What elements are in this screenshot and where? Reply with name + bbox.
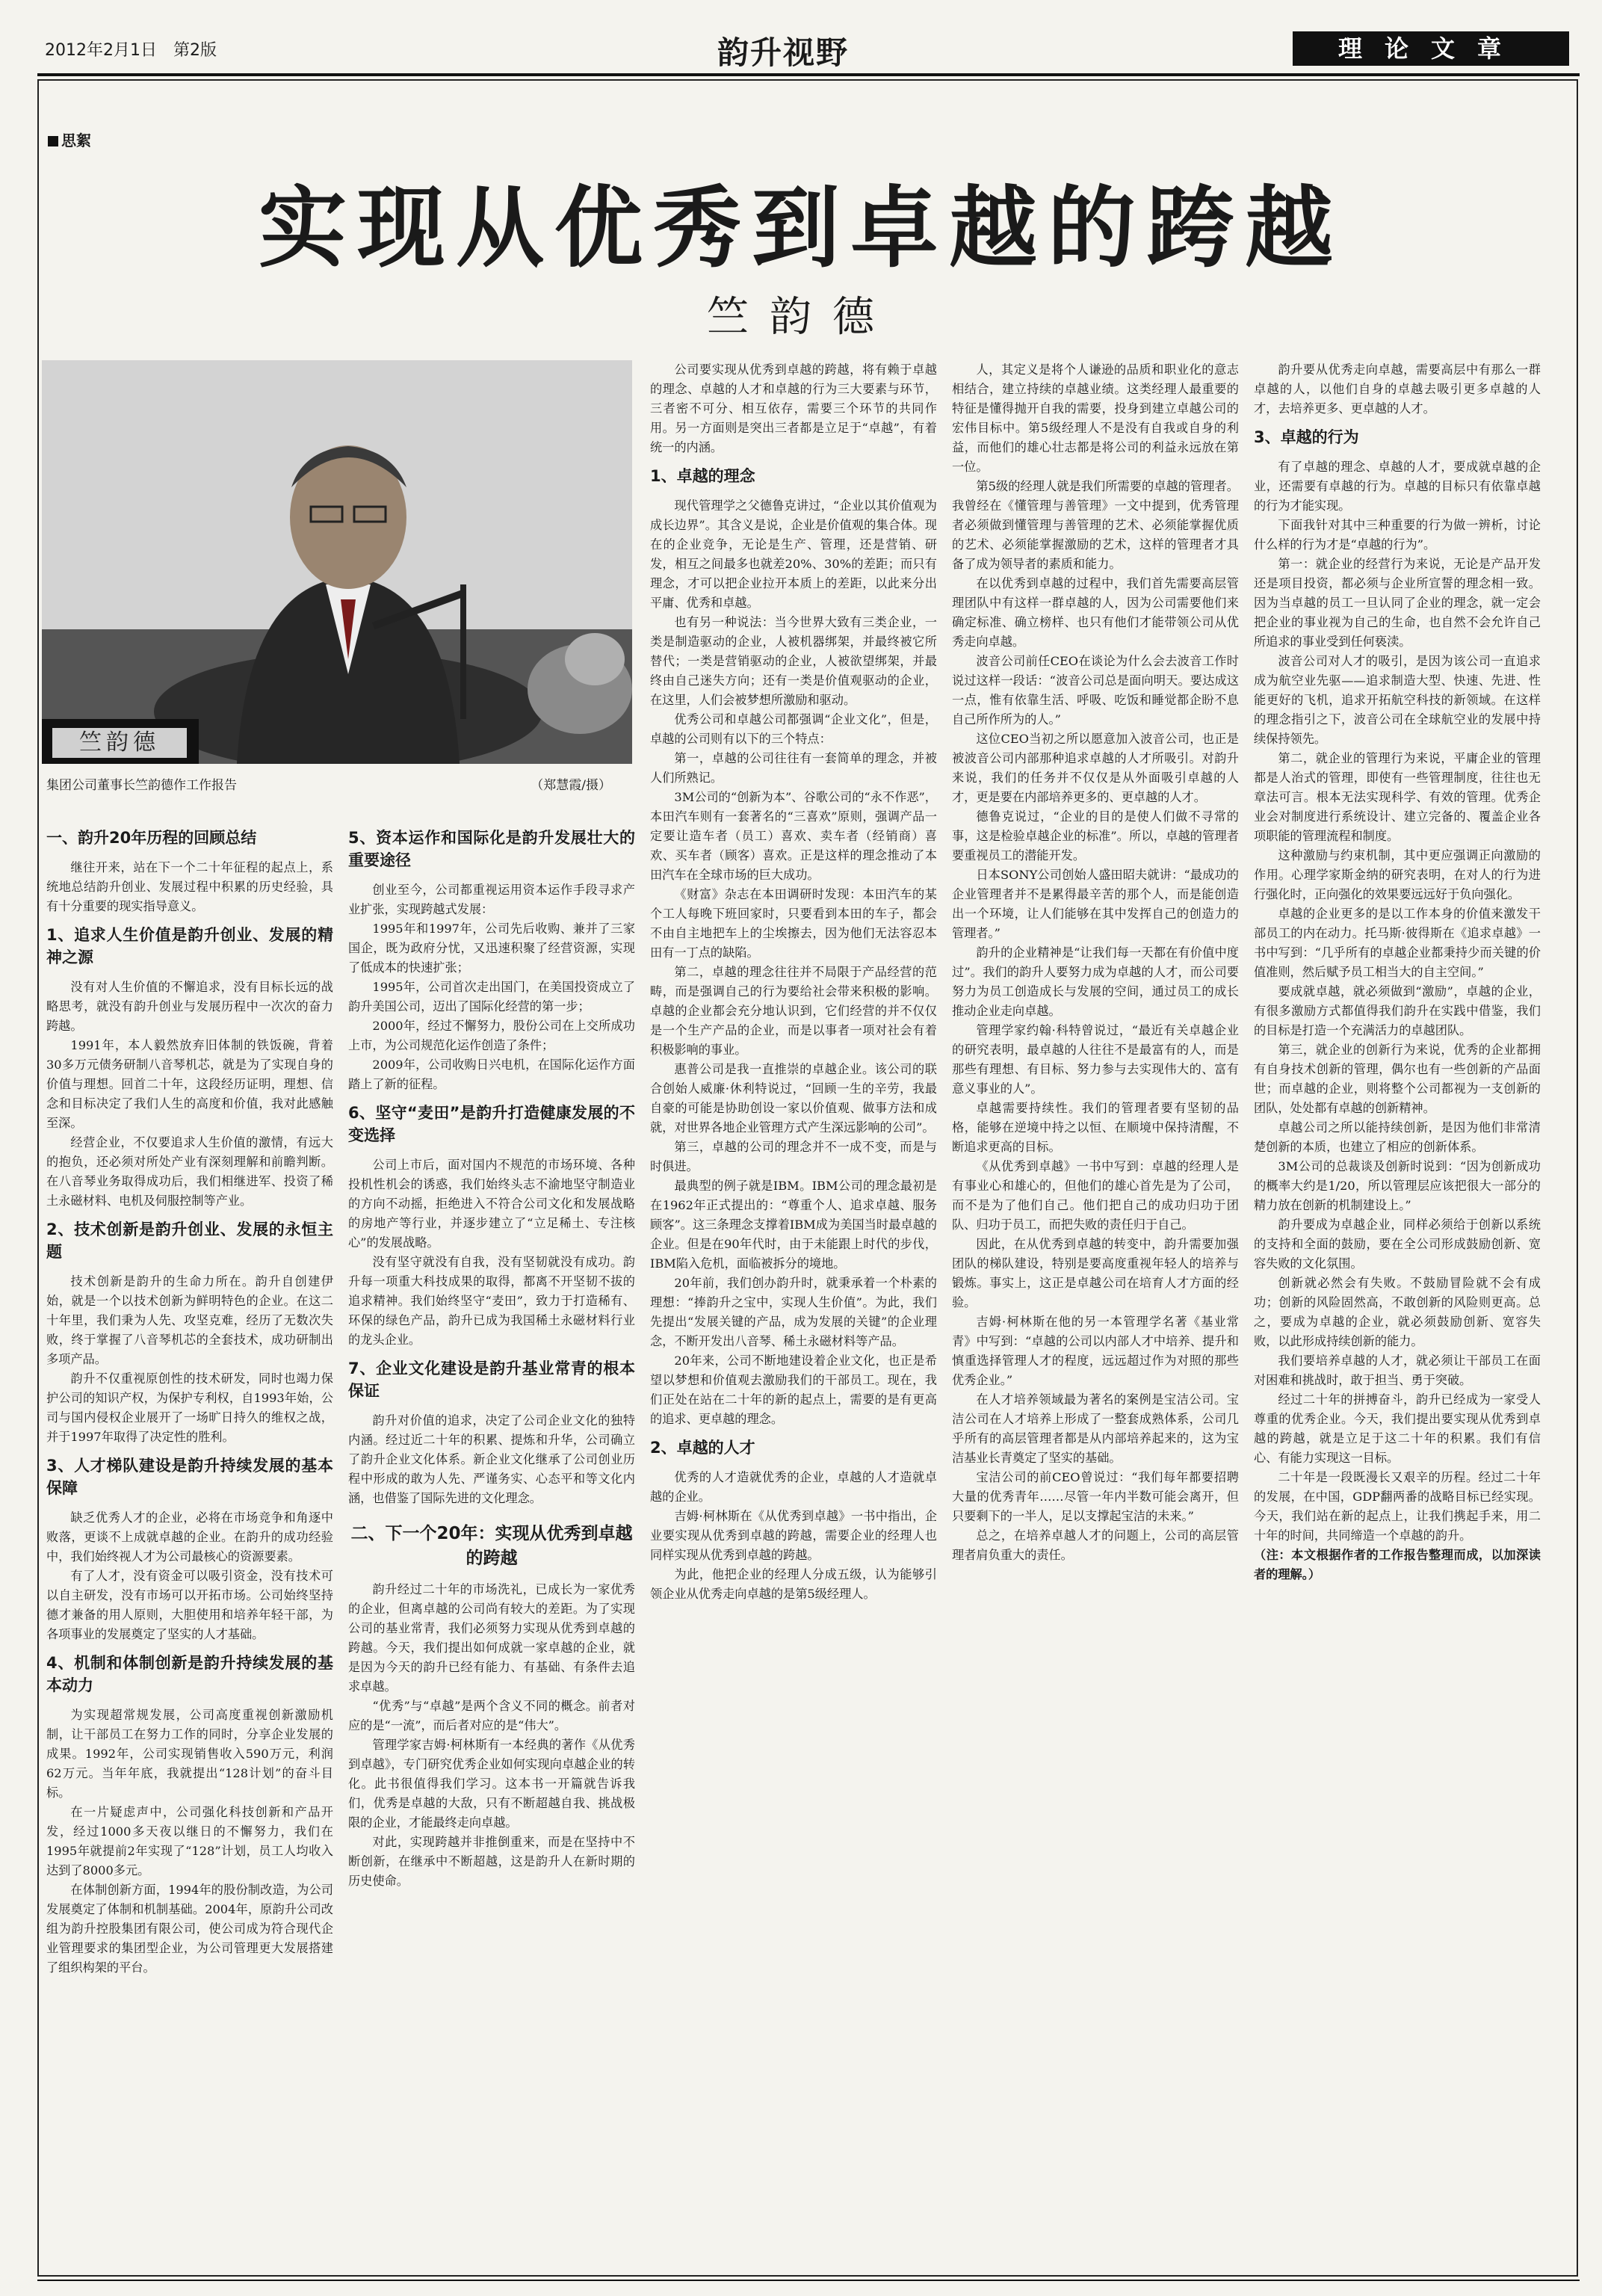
body-paragraph: 在一片疑虑声中，公司强化科技创新和产品开发，经过1000多天夜以继日的不懈努力，我们在1995年就提前2年实现了“128”计划，员工人均收入达到了8000多元。 [46, 1805, 333, 1877]
body-paragraph: 卓越需要持续性。我们的管理者要有坚韧的品格，能够在逆境中持之以恒、在顺境中保持清醒，不断追求更高的目标。 [952, 1101, 1239, 1154]
body-paragraph: 没有对人生价值的不懈追求，没有目标长远的战略思考，就没有韵升创业与发展历程中一次次的奋力跨越。 [46, 980, 333, 1033]
body-paragraph: 1991年，本人毅然放弃旧体制的铁饭碗，背着30多万元债务研制八音琴机芯，就是为了实现自身的价值与理想。回首二十年，这段经历证明，理想、信念和目标决定了我们人生的高度和价值，我对此感触至深。 [46, 1038, 333, 1130]
body-paragraph: 公司要实现从优秀到卓越的跨越，将有赖于卓越的理念、卓越的人才和卓越的行为三大要素与环节，三者密不可分、相互依存，需要三个环节的共同作用。另一方面则是突出三者都是立足于“卓越”，有着统一的内涵。 [650, 362, 937, 454]
body-paragraph: 韵升不仅重视原创性的技术研发，同时也竭力保护公司的知识产权，为保护专利权，自1993年始，公司与国内侵权企业展开了一场旷日持久的维权之战，并于1997年取得了决定性的胜利。 [46, 1371, 333, 1444]
body-paragraph: 经过二十年的拼搏奋斗，韵升已经成为一家受人尊重的优秀企业。今天，我们提出要实现从优秀到卓越的跨越，就是立足于这二十年的积累。我们有信心、有能力实现这一目标。 [1254, 1392, 1541, 1465]
body-paragraph: 总之，在培养卓越人才的问题上，公司的高层管理者肩负重大的责任。 [952, 1528, 1239, 1562]
body-paragraph: 有了卓越的理念、卓越的人才，要成就卓越的企业，还需要有卓越的行为。卓越的目标只有依靠卓越的行为才能实现。 [1254, 460, 1541, 513]
body-paragraph: 技术创新是韵升的生命力所在。韵升自创建伊始，就是一个以技术创新为鲜明特色的企业。在这二十年里，我们秉为人先、攻坚克难，经历了无数次失败，终于掌握了八音琴机芯的全套技术，成功研制出多项产品。 [46, 1274, 333, 1366]
body-paragraph: 因此，在从优秀到卓越的转变中，韵升需要加强团队的梯队建设，特别是要高度重视年轻人的培养与锻炼。事实上，这正是卓越公司在培育人才方面的经验。 [952, 1237, 1239, 1309]
body-paragraph: 也有另一种说法：当今世界大致有三类企业，一类是制造驱动的企业，人被机器绑架，并最终被它所替代；一类是营销驱动的企业，人被欲望绑架，并最终由自己迷失方向；还有一类是价值观驱动的企业，在这里，人们会被梦想所激励和驱动。 [650, 615, 937, 707]
newspaper-title: 韵升视野 [717, 34, 850, 71]
body-paragraph: “优秀”与“卓越”是两个含义不同的概念。前者对应的是“一流”，而后者对应的是“伟大”。 [348, 1699, 635, 1732]
body-paragraph: 第一：就企业的经营行为来说，无论是产品开发还是项目投资，都必须与企业所宣誓的理念相一致。因为当卓越的员工一旦认同了企业的理念，就一定会把企业的事业视为自己的生命，也自然不会允许自己所追求的事业受到任何亵渎。 [1254, 557, 1541, 649]
section-heading: 1、追求人生价值是韵升创业、发展的精神之源 [46, 926, 333, 966]
top-rule [37, 73, 1580, 76]
body-paragraph: 20年前，我们创办韵升时，就秉承着一个朴素的理想：“捧韵升之宝中，实现人生价值”。为此，我们先提出“发展关键的产品，成为发展的关键”的企业理念，不断开发出八音琴、稀土永磁材料等产品。 [650, 1276, 937, 1348]
part-heading: 二、下一个20年：实现从优秀到卓越的跨越 [350, 1524, 633, 1568]
body-paragraph: 人，其定义是将个人谦逊的品质和职业化的意志相结合，建立持续的卓越业绩。这类经理人最重要的特征是懂得抛开自我的需要，投身到建立卓越公司的宏伟目标中。第5级经理人不是没有自我或自身的利益，而他们的雄心壮志都是将公司的利益永远放在第一位。 [952, 362, 1239, 474]
body-paragraph: 波音公司前任CEO在谈论为什么会去波音工作时说过这样一段话：“波音公司总是面向明天。要达成这一点，惟有依靠生活、呼吸、吃饭和睡觉都企盼不息自己所作所为的人。” [952, 654, 1239, 726]
body-paragraph: 为此，他把企业的经理人分成五级，认为能够引领企业从优秀走向卓越的是第5级经理人。 [650, 1567, 937, 1601]
body-paragraph: 最典型的例子就是IBM。IBM公司的理念最初是在1962年正式提出的：“尊重个人、追求卓越、服务顾客”。这三条理念支撑着IBM成为美国当时最卓越的企业。但是在90年代时，由于未能跟上时代的步伐，IBM陷入危机，面临被拆分的境地。 [650, 1179, 937, 1271]
body-paragraph: 2000年，经过不懈努力，股份公司在上交所成功上市，为公司规范化运作创造了条件； [348, 1019, 635, 1052]
body-paragraph: 为实现超常规发展，公司高度重视创新激励机制，让干部员工在努力工作的同时，分享企业发展的成果。1992年，公司实现销售收入590万元，利润62万元。当年年底，我就提出“128计划”的奋斗目标。 [46, 1708, 333, 1800]
body-paragraph: 3M公司的“创新为本”、谷歌公司的“永不作恶”，本田汽车则有一套著名的“三喜欢”原则，强调产品一定要让造车者（员工）喜欢、卖车者（经销商）喜欢、买车者（顾客）喜欢。正是这样的理念推动了本田汽车在全球市场的巨大成功。 [650, 790, 937, 882]
section-heading: 2、技术创新是韵升创业、发展的永恒主题 [46, 1220, 333, 1261]
body-paragraph: 卓越的企业更多的是以工作本身的价值来激发干部员工的内在动力。托马斯·彼得斯在《追求卓越》一书中写到：“几乎所有的卓越企业都秉持少而关键的价值准则，然后赋予员工相当大的自主空间。” [1254, 907, 1541, 979]
body-paragraph: 日本SONY公司创始人盛田昭夫就讲：“最成功的企业管理者并不是累得最辛苦的那个人，而是能创造出一个环境，让人们能够在其中发挥自己的创造力的管理者。” [952, 868, 1239, 940]
section-heading: 4、机制和体制创新是韵升持续发展的基本动力 [46, 1654, 333, 1694]
body-paragraph: 韵升要成为卓越企业，同样必须给于创新以系统的支持和全面的鼓励，要在全公司形成鼓励创新、宽容失败的文化氛围。 [1254, 1218, 1541, 1271]
body-paragraph: 在人才培养领域最为著名的案例是宝洁公司。宝洁公司在人才培养上形成了一整套成熟体系，公司几乎所有的高层管理者都是从内部培养起来的，这为宝洁基业长青奠定了坚实的基础。 [952, 1392, 1239, 1465]
issue-date: 2012年2月1日 第2版 [45, 41, 217, 60]
body-paragraph: 缺乏优秀人才的企业，必将在市场竞争和角逐中败落，更谈不上成就卓越的企业。在韵升的成功经验中，我们始终视人才为公司最核心的资源要素。 [46, 1510, 333, 1564]
section-heading: 一、韵升20年历程的回顾总结 [46, 829, 257, 847]
section-heading: 6、坚守“麦田”是韵升打造健康发展的不变选择 [348, 1104, 635, 1144]
body-paragraph: 德鲁克说过，“企业的目的是使人们做不寻常的事，这是检验卓越企业的标准”。所以，卓越的管理者要重视员工的潜能开发。 [952, 809, 1239, 862]
body-paragraph: 优秀公司和卓越公司都强调“企业文化”，但是，卓越的公司则有以下的三个特点： [650, 712, 937, 746]
body-paragraph: 这位CEO当初之所以愿意加入波音公司，也正是被波音公司内部那种追求卓越的人才所吸引。对韵升来说，我们的任务并不仅仅是从外面吸引卓越的人才，更是要在内部培养更多的、更卓越的人才。 [952, 732, 1239, 804]
body-paragraph: 卓越公司之所以能持续创新，是因为他们非常清楚创新的本质，也建立了相应的创新体系。 [1254, 1120, 1541, 1154]
masthead [45, 28, 1569, 69]
article-column-2 [348, 819, 635, 1891]
section-heading: 1、卓越的理念 [650, 467, 755, 485]
byline: 竺韵德 [707, 293, 895, 342]
body-paragraph: 韵升对价值的追求，决定了公司企业文化的独特内涵。经过近二十年的积累、提炼和升华，公司确立了韵升企业文化体系。新企业文化继承了公司创业历程中形成的敢为人先、严谨务实、心态平和等文化内涵，也借鉴了国际先进的文化理念。 [348, 1413, 635, 1505]
body-paragraph: 1995年，公司首次走出国门，在美国投资成立了韵升美国公司，迈出了国际化经营的第一步； [348, 980, 635, 1013]
body-paragraph: 第二，卓越的理念往往并不局限于产品经营的范畴，而是强调自己的行为要给社会带来积极的影响。卓越的企业都会充分地认识到，它们经营的并不仅仅是一个生产产品的企业，而是以事者一项对社会有着积极影响的事业。 [650, 965, 937, 1057]
article-column-3 [650, 360, 937, 1604]
body-paragraph: 下面我针对其中三种重要的行为做一辨析，讨论什么样的行为才是“卓越的行为”。 [1254, 518, 1541, 552]
body-paragraph: 波音公司对人才的吸引，是因为该公司一直追求成为航空业先驱——追求制造大型、快速、先进、性能更好的飞机，追求开拓航空科技的新领域。在这样的理念指引之下，波音公司在全球航空业的发展中持续保持领先。 [1254, 654, 1541, 746]
column-tag: 思絮 [48, 129, 91, 150]
body-paragraph: 2009年，公司收购日兴电机，在国际化运作方面踏上了新的征程。 [348, 1058, 635, 1091]
body-paragraph: 没有坚守就没有自我，没有坚韧就没有成功。韵升每一项重大科技成果的取得，都离不开坚韧不拔的追求精神。我们始终坚守“麦田”，致力于打造稀有、环保的绿色产品，韵升已成为我国稀土永磁材料行业的龙头企业。 [348, 1255, 635, 1347]
body-paragraph: 吉姆·柯林斯在他的另一本管理学名著《基业常青》中写到：“卓越的公司以内部人才中培养、提升和慎重选择管理人才的程度，远远超过作为对照的那些优秀企业。” [952, 1315, 1239, 1387]
body-paragraph: 优秀的人才造就优秀的企业，卓越的人才造就卓越的企业。 [650, 1470, 937, 1504]
body-paragraph: 韵升的企业精神是“让我们每一天都在有价值中度过”。我们的韵升人要努力成为卓越的人才，而公司要努力为员工创造成长与发展的空间，通过员工的成长推动企业走向卓越。 [952, 945, 1239, 1018]
body-paragraph: 创新就必然会有失败。不鼓励冒险就不会有成功；创新的风险固然高，不敢创新的风险则更高。总之，要成为卓越的企业，就必须鼓励创新、宽容失败，以此形成持续创新的能力。 [1254, 1276, 1541, 1348]
body-paragraph: 20年来，公司不断地建设着企业文化，也正是希望以梦想和价值观去激励我们的干部员工。现在，我们正处在站在二十年的新的起点上，需要的是有更高的追求、更卓越的理念。 [650, 1354, 937, 1426]
body-paragraph: 第5级的经理人就是我们所需要的卓越的管理者。我曾经在《懂管理与善管理》一文中提到，优秀管理者必须做到懂管理与善管理的艺术、必须能掌握优质的艺术、必须能掌握激励的艺术，这样的管理者才具备了成为领导者的素质和能力。 [952, 479, 1239, 571]
body-paragraph: 创业至今，公司都重视运用资本运作手段寻求产业扩张，实现跨越式发展： [348, 883, 635, 916]
caption-text: 集团公司董事长竺韵德作工作报告 [46, 778, 237, 793]
article-column-1 [46, 819, 333, 1978]
name-plate: 竺韵德 [79, 729, 160, 756]
speaker-photo-illustration [42, 360, 632, 764]
body-paragraph: 韵升要从优秀走向卓越，需要高层中有那么一群卓越的人，以他们自身的卓越去吸引更多卓越的人才，去培养更多、更卓越的人才。 [1254, 362, 1541, 416]
body-paragraph: 有了人才，没有资金可以吸引资金，没有技术可以自主研发，没有市场可以开拓市场。公司始终坚持德才兼备的用人原则，大胆使用和培养年轻干部，为各项事业的发展奠定了坚实的人才基础。 [46, 1569, 333, 1641]
body-paragraph: 要成就卓越，就必须做到“激励”，卓越的企业，有很多激励方式都值得我们韵升在实践中借鉴，我们的目标是打造一个充满活力的卓越团队。 [1254, 984, 1541, 1037]
body-paragraph: 在体制创新方面，1994年的股份制改造，为公司发展奠定了体制和机制基础。2004年，原韵升公司改组为韵升控股集团有限公司，使公司成为符合现代企业管理要求的集团型企业，为公司管理更大发展搭建了组织构架的平台。 [46, 1883, 333, 1975]
section-label: 理论文章 [1293, 31, 1569, 66]
body-paragraph: 韵升经过二十年的市场洗礼，已成长为一家优秀的企业，但离卓越的公司尚有较大的差距。为了实现公司的基业常青，我们必须努力实现从优秀到卓越的跨越。今天，我们提出如何成就一家卓越的企业，就是因为今天的韵升已经有能力、有基础、有条件去追求卓越。 [348, 1582, 635, 1694]
body-paragraph: 对此，实现跨越并非推倒重来，而是在坚持中不断创新，在继承中不断超越，这是韵升人在新时期的历史使命。 [348, 1835, 635, 1888]
body-paragraph: 经营企业，不仅要追求人生价值的激情，有远大的抱负，还必须对所处产业有深刻理解和前瞻判断。在八音琴业务取得成功后，我们相继进军、投资了稀土永磁材料、电机及伺服控制等产业。 [46, 1135, 333, 1208]
bottom-rule [37, 2280, 1580, 2281]
body-paragraph: 吉姆·柯林斯在《从优秀到卓越》一书中指出，企业要实现从优秀到卓越的跨越，需要企业的经理人也同样实现从优秀到卓越的跨越。 [650, 1509, 937, 1562]
body-paragraph: 公司上市后，面对国内不规范的市场环境、各种投机性机会的诱惑，我们始终头志不渝地坚守制造业的方向不动摇，拒绝进入不符合公司文化和发展战略的房地产等行业，并逐步建立了“立足稀土、专注核心”的发展战略。 [348, 1158, 635, 1250]
section-heading: 3、人才梯队建设是韵升持续发展的基本保障 [46, 1457, 333, 1497]
body-paragraph: 在以优秀到卓越的过程中，我们首先需要高层管理团队中有这样一群卓越的人，因为公司需要他们来确定标准、确立榜样、也只有他们才能带领公司从优秀走向卓越。 [952, 576, 1239, 649]
author-note: （注：本文根据作者的工作报告整理而成，以加深读者的理解。） [1254, 1548, 1541, 1581]
body-paragraph: 《财富》杂志在本田调研时发现：本田汽车的某个工人每晚下班回家时，只要看到本田的车子，都会不由自主地把车上的尘埃擦去，因为他们无法容忍本田有一丁点的缺陷。 [650, 887, 937, 960]
body-paragraph: 1995年和1997年，公司先后收购、兼并了三家国企，既为政府分忧，又迅速积聚了经营资源，实现了低成本的快速扩张； [348, 922, 635, 975]
section-heading: 7、企业文化建设是韵升基业常青的根本保证 [348, 1360, 635, 1400]
body-paragraph: 管理学家约翰·科特曾说过，“最近有关卓越企业的研究表明，最卓越的人往往不是最富有的人，而是那些有理想、有目标、努力参与去实现伟大的、富有意义事业的人”。 [952, 1023, 1239, 1096]
body-paragraph: 管理学家吉姆·柯林斯有一本经典的著作《从优秀到卓越》，专门研究优秀企业如何实现向卓越企业的转化。此书很值得我们学习。这本书一开篇就告诉我们，优秀是卓越的大敌，只有不断超越自我、挑战极限的企业，才能最终走向卓越。 [348, 1738, 635, 1830]
photo-caption [46, 774, 629, 793]
speaker-photo [42, 360, 632, 764]
body-paragraph: 《从优秀到卓越》一书中写到：卓越的经理人是有事业心和雄心的，但他们的雄心首先是为了公司，而不是为了他们自己。他们把自己的成功归功于团队、归功于员工，而把失败的责任归于自己。 [952, 1159, 1239, 1232]
section-heading: 2、卓越的人才 [650, 1439, 755, 1457]
body-paragraph: 惠普公司是我一直推崇的卓越企业。该公司的联合创始人威廉·休利特说过，“回顾一生的辛劳，我最自豪的可能是协助创设一家以价值观、做事方法和成就，对世界各地企业管理方式产生深远影响的公司”。 [650, 1062, 937, 1135]
section-heading: 3、卓越的行为 [1254, 428, 1359, 446]
headline: 实现从优秀到卓越的跨越 [258, 176, 1343, 280]
body-paragraph: 3M公司的总裁谈及创新时说到：“因为创新成功的概率大约是1/20，所以管理层应该把很大一部分的精力放在创新的机制建设上。” [1254, 1159, 1541, 1212]
body-paragraph: 第三，卓越的公司的理念并不一成不变，而是与时俱进。 [650, 1140, 937, 1173]
body-paragraph: 二十年是一段既漫长又艰辛的历程。经过二十年的发展，在中国，GDP翻两番的战略目标已经实现。今天，我们站在新的起点上，让我们携起手来，用二十年的时间，共同缔造一个卓越的韵升。 [1254, 1470, 1541, 1543]
article-column-5 [1254, 360, 1541, 1584]
photo-credit: （郑慧霞/摄） [531, 778, 611, 793]
section-heading: 5、资本运作和国际化是韵升发展壮大的重要途径 [348, 829, 635, 869]
body-paragraph: 第二，就企业的管理行为来说，平庸企业的管理都是人治式的管理，即使有一些管理制度，往往也无章法可言。根本无法实现科学、有效的管理。优秀企业会对制度进行系统设计、建立完备的、覆盖企业各项职能的管理流程和制度。 [1254, 751, 1541, 843]
body-paragraph: 宝洁公司的前CEO曾说过：“我们每年都要招聘大量的优秀青年……尽管一年内半数可能会离开，但只要剩下的一半人，足以支撑起宝洁的未来。” [952, 1470, 1239, 1523]
body-paragraph: 继往开来，站在下一个二十年征程的起点上，系统地总结韵升创业、发展过程中积累的历史经验，具有十分重要的现实指导意义。 [46, 860, 333, 913]
body-paragraph: 第三，就企业的创新行为来说，优秀的企业都拥有自身技术创新的管理，偶尔也有一些创新的产品面世；而卓越的企业，则将整个公司都视为一支创新的团队，处处都有卓越的创新精神。 [1254, 1043, 1541, 1115]
body-paragraph: 现代管理学之父德鲁克讲过，“企业以其价值观为成长边界”。其含义是说，企业是价值观的集合体。现在的企业竞争，无论是生产、管理，还是营销、研发，相互之间最多也就差20%、30%的差距；而只有理念，才可以把企业拉开本质上的差距，以此来分出平庸、优秀和卓越。 [650, 499, 937, 610]
body-paragraph: 我们要培养卓越的人才，就必须让干部员工在面对困难和挑战时，敢于担当、勇于突破。 [1254, 1354, 1541, 1387]
body-paragraph: 第一，卓越的公司往往有一套简单的理念，并被人们所熟记。 [650, 751, 937, 785]
body-paragraph: 这种激励与约束机制，其中更应强调正向激励的作用。心理学家斯金纳的研究表明，在对人的行为进行强化时，正向强化的效果要远远好于负向强化。 [1254, 848, 1541, 901]
article-column-4 [952, 360, 1239, 1565]
